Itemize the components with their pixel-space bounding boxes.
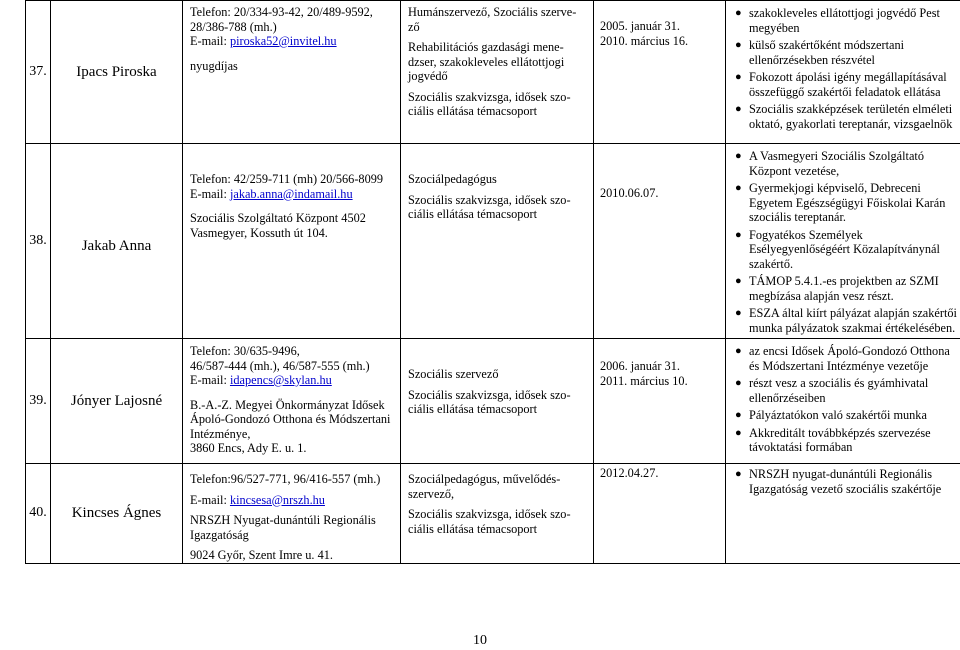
dates-cell: 2005. január 31. 2010. március 16. [594,1,726,144]
bullet-icon: ● [735,307,742,319]
status-text: nyugdíjas [190,58,238,73]
list-item: ● ESZA által kiírt pályázat alapján szakértői munka pályázatok szakmai értékelésében. [735,306,957,335]
table-row [26,464,960,564]
list-item: ● Fokozott ápolási igény megállapításával összefüggő szakértői feladatok ellátása [735,70,947,99]
bullet-icon: ● [735,150,742,162]
contact-cell: Telefon: 42/259-711 (mh) 20/566-8099 E-mail: jakab.anna@indamail.hu Szociális Szolgáltató Központ 4502 Vasmegyer, Kossuth út 104. [183,144,401,339]
bullet-icon: ● [735,409,742,421]
list-item: ● Fogyatékos Személyek Esélyegyenlőségéért Közalapítványnál szakértő. [735,227,940,271]
dates-cell: 2012.04.27. [594,464,726,564]
list-item: ● az encsi Idősek Ápoló-Gondozó Otthona és Módszertani Intézménye vezetője [735,344,950,373]
activities-cell [726,464,960,564]
dates-cell: 2010.06.07. [594,144,726,339]
contact-cell: Telefon:96/527-771, 96/416-557 (mh.) E-mail: kincsesa@nrszh.hu NRSZH Nyugat-dunántúli Regionális Igazgatóság 9024 Győr, Szent Imre u. 41. [183,464,401,564]
list-item: ● szakokleveles ellátottjogi jogvédő Pest megyében [735,6,940,35]
table-row [26,339,960,464]
bullet-icon: ● [735,39,742,51]
bullet-icon: ● [735,345,742,357]
list-item: ● Pályáztatókon való szakértői munka [735,408,927,422]
contact-cell: Telefon: 20/334-93-42, 20/489-9592, 28/386-788 (mh.) E-mail: piroska52@invitel.hu nyugdíjas [183,1,401,144]
row-number: 39. [26,339,51,464]
list-item: ● Szociális szakképzések területén elméleti oktató, gyakorlati tereptanár, vizsgaelnök [735,102,953,131]
email-link[interactable]: idapencs@skylan.hu [229,373,332,387]
table-row [26,144,960,339]
list-item: ● részt vesz a szociális és gyámhivatal ellenőrzéseiben [735,376,929,405]
page-number: 10 [473,633,487,648]
bullet-icon: ● [735,71,742,83]
bullet-icon: ● [735,228,742,241]
list-item: ● Gyermekjogi képviselő, Debreceni Egyetem Egészségügyi Főiskolai Karán szociális tereptanár. [735,181,946,224]
expert-table [25,0,960,564]
email-link[interactable]: jakab.anna@indamail.hu [229,186,353,201]
email-link[interactable]: kincsesa@nrszh.hu [229,492,325,507]
row-number: 40. [26,464,51,564]
bullet-icon: ● [735,426,742,439]
dates-cell: 2006. január 31. 2011. március 10. [594,339,726,464]
activities-cell [726,1,960,144]
qualification-cell: Szociálpedagógus Szociális szakvizsga, idősek szo- ciális ellátása témacsoport [401,144,594,339]
activities-cell [726,144,960,339]
list-item: ● TÁMOP 5.4.1.-es projektben az SZMI megbízása alapján vesz részt. [735,274,939,303]
list-item: ● Akkreditált továbbképzés szervezése távoktatási formában [735,425,931,454]
person-name: Jakab Anna [51,144,183,339]
person-name: Kincses Ágnes [51,464,183,564]
activities-cell [726,339,960,464]
qualification-cell: Humánszervező, Szociális szerve- ző Rehabilitációs gazdasági mene- dzser, szakokleveles ellátottjogi jogvédő Szociális szakvizsga, idősek szo- ciális ellátása témacsoport [401,1,594,144]
row-number: 37. [26,1,51,144]
bullet-icon: ● [735,468,742,480]
table-row [26,1,960,144]
contact-cell: Telefon: 30/635-9496, 46/587-444 (mh.), 46/587-555 (mh.) E-mail: idapencs@skylan.hu B.-A.-Z. Megyei Önkormányzat Idősek Ápoló-Gondozó Otthona és Módszertani Intézménye, 3860 Encs, Ady E. u. 1. [183,339,401,464]
person-name: Ipacs Piroska [51,1,183,144]
bullet-icon: ● [735,182,742,194]
list-item: ● külső szakértőként módszertani ellenőrzésekben részvétel [735,38,905,67]
bullet-icon: ● [735,275,742,287]
list-item: ● A Vasmegyeri Szociális Szolgáltató Központ vezetése, [735,149,924,178]
qualification-cell: Szociálpedagógus, művelődés- szervező, Szociális szakvizsga, idősek szo- ciális ellátása témacsoport [401,464,594,564]
qualification-cell: Szociális szervező Szociális szakvizsga, idősek szo- ciális ellátása témacsoport [401,339,594,464]
bullet-icon: ● [735,377,742,389]
bullet-icon: ● [735,7,742,19]
email-link[interactable]: piroska52@invitel.hu [229,34,337,48]
bullet-icon: ● [735,103,742,115]
list-item: ● NRSZH nyugat-dunántúli Regionális Igazgatóság vezető szociális szakértője [735,467,942,496]
person-name: Jónyer Lajosné [51,339,183,464]
row-number: 38. [26,144,51,339]
